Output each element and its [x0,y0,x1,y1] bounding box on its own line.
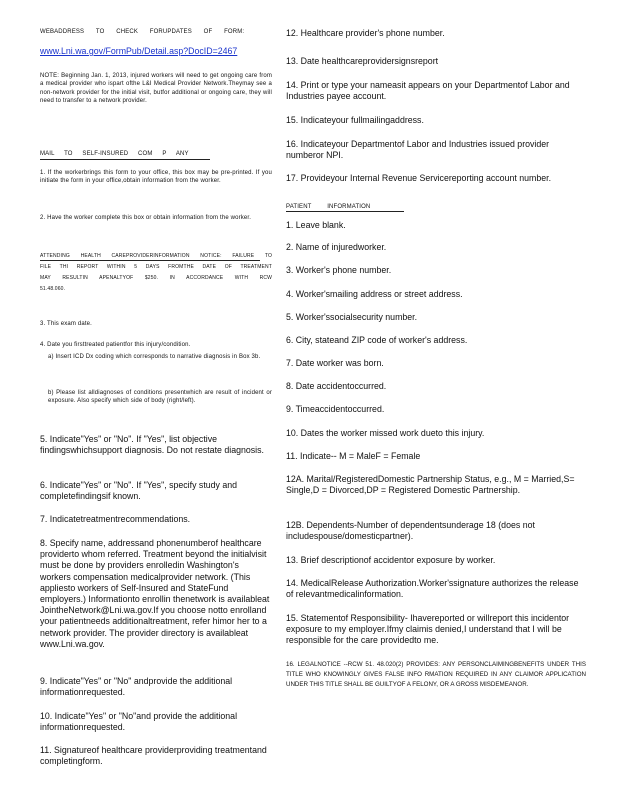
patient-12a: 12A. Marital/RegisteredDomestic Partnership Status, e.g., M = Married,S= Single,D = Divorced,DP = Registered Domestic Partnership. [286,474,575,496]
patient-3: 3. Worker's phone number. [286,265,392,275]
instruction-6: 6. Indicate"Yes" or "No". If "Yes", specify study and completefindingsif known. [40,480,238,502]
patient-13: 13. Brief descriptionof accidentor exposure by worker. [286,555,496,565]
network-note: NOTE: Beginning Jan. 1, 2013, injured workers will need to get ongoing care from a medical provider who ispart ofthe L&I Medical Provider Network.Theymay see a non-network provider for the initial visit, butfor additional or ongoing care, they will need to transfer to a network provider. [40,73,272,105]
patient-7: 7. Date worker was born. [286,358,384,368]
divider [40,159,210,160]
patient-4: 4. Worker'smailing address or street address. [286,289,463,299]
form-update-link[interactable]: www.Lni.wa.gov/FormPub/Detail.asp?DocID=2467 [40,46,238,56]
instruction-1: 1. If the workerbrings this form to your office, this box may be pre-printed. If you initiate the form in your office,obtain information from the worker. [40,170,272,185]
divider [40,260,260,261]
instruction-3: 3. This exam date. [40,321,92,327]
patient-15: 15. Statementof Responsibility- Ihavereported or willreport this incidentor exposure to my employer.Ifmy claimis denied,I understand that I will be responsible for the care providedto me. [286,613,570,646]
patient-8: 8. Date accidentoccurred. [286,381,387,391]
instruction-10: 10. Indicate"Yes" or "No"and provide the additional informationrequested. [40,711,238,733]
instruction-12: 12. Healthcare provider's phone number. [286,28,445,38]
instruction-14: 14. Print or type your nameasit appears on your Departmentof Labor and Industries payee account. [286,80,570,102]
web-address-heading: WEBADDRESS TO CHECK FORUPDATES OF FORM: [40,29,245,35]
patient-10: 10. Dates the worker missed work dueto this injury. [286,428,485,438]
instruction-13: 13. Date healthcareprovidersignsreport [286,56,439,66]
instruction-15: 15. Indicateyour fullmailingaddress. [286,115,424,125]
patient-information-heading: PATIENT INFORMATION [286,204,371,210]
instruction-9: 9. Indicate"Yes" or "No" andprovide the additional informationrequested. [40,676,233,698]
instruction-2: 2. Have the worker complete this box or obtain information from the worker. [40,215,252,221]
instruction-8: 8. Specify name, addressand phonenumberof healthcare providerto whom referred. Treatment beyond the initialvisit must be done by providers enrolledin Washington's workers compensation medicalprovider network. (This appliesto workers of Self-Insured and StateFund employers.) Informationto enrollin thenetwork is availableat JointheNetwork@Lni.wa.gov.If you choose notto enrolland your patientneeds additionaltreatment, refer himor her to a network provider. The provider directory is availableat www.Lni.wa.gov. [40,538,270,649]
patient-1: 1. Leave blank. [286,220,346,230]
instruction-16: 16. Indicateyour Departmentof Labor and Industries issued provider numberor NPI. [286,139,550,161]
instruction-17: 17. Provideyour Internal Revenue Servicereporting account number. [286,173,552,183]
instruction-7: 7. Indicatetreatmentrecommendations. [40,514,191,524]
patient-5: 5. Worker'ssocialsecurity number. [286,312,418,322]
patient-6: 6. City, stateand ZIP code of worker's address. [286,335,468,345]
instruction-4a: a) Insert ICD Dx coding which corresponds to narrative diagnosis in Box 3b. [48,354,261,360]
instruction-4b: b) Please list alldiagnoses of conditions presentwhich are result of incident or exposure. Also specify which side of body (right/left). [48,390,272,405]
instruction-4: 4. Date you firsttreated patientfor this injury/condition. [40,342,191,348]
patient-9: 9. Timeaccidentoccurred. [286,404,385,414]
patient-14: 14. MedicalRelease Authorization.Worker'ssignature authorizes the release of relevantmedicalinformation. [286,578,579,600]
mail-to-heading: MAIL TO SELF-INSURED COM P ANY [40,151,189,157]
instruction-11: 11. Signatureof healthcare providerproviding treatmentand completingform. [40,745,267,767]
instruction-5: 5. Indicate"Yes" or "No". If "Yes", list objective findingswhichsupport diagnosis. Do not restate diagnosis. [40,434,264,456]
attending-provider-notice: ATTENDING HEALTH CAREPROVIDERINFORMATION NOTICE: FAILURE TO FILE THI REPORT WITHIN 5 DAYS FROMTHE DATE OF TREATMENT MAY RESULTIN APENALTYOF $250. IN ACCORDANCE WITH RCW 51.48.060. [40,253,272,292]
patient-12b: 12B. Dependents-Number of dependentsunderage 18 (does not includespouse/domesticpartner). [286,520,535,542]
legal-notice: 16. LEGALNOTICE --RCW 51. 48.020(2) PROVIDES: ANY PERSONCLAIMINGBENEFITS UNDER THIS TITLE WHO KNOWINGLY GIVES FALSE INFO RMATION REQUIRED IN ANY CLAIMOR APPLICATION UNDER THIS TITLE SHALL BE GUILTYOF A FELONY, OR A GROSS MISDEMEANOR. [286,661,586,689]
divider [286,211,404,212]
patient-11: 11. Indicate-- M = MaleF = Female [286,451,421,461]
patient-2: 2. Name of injuredworker. [286,242,387,252]
